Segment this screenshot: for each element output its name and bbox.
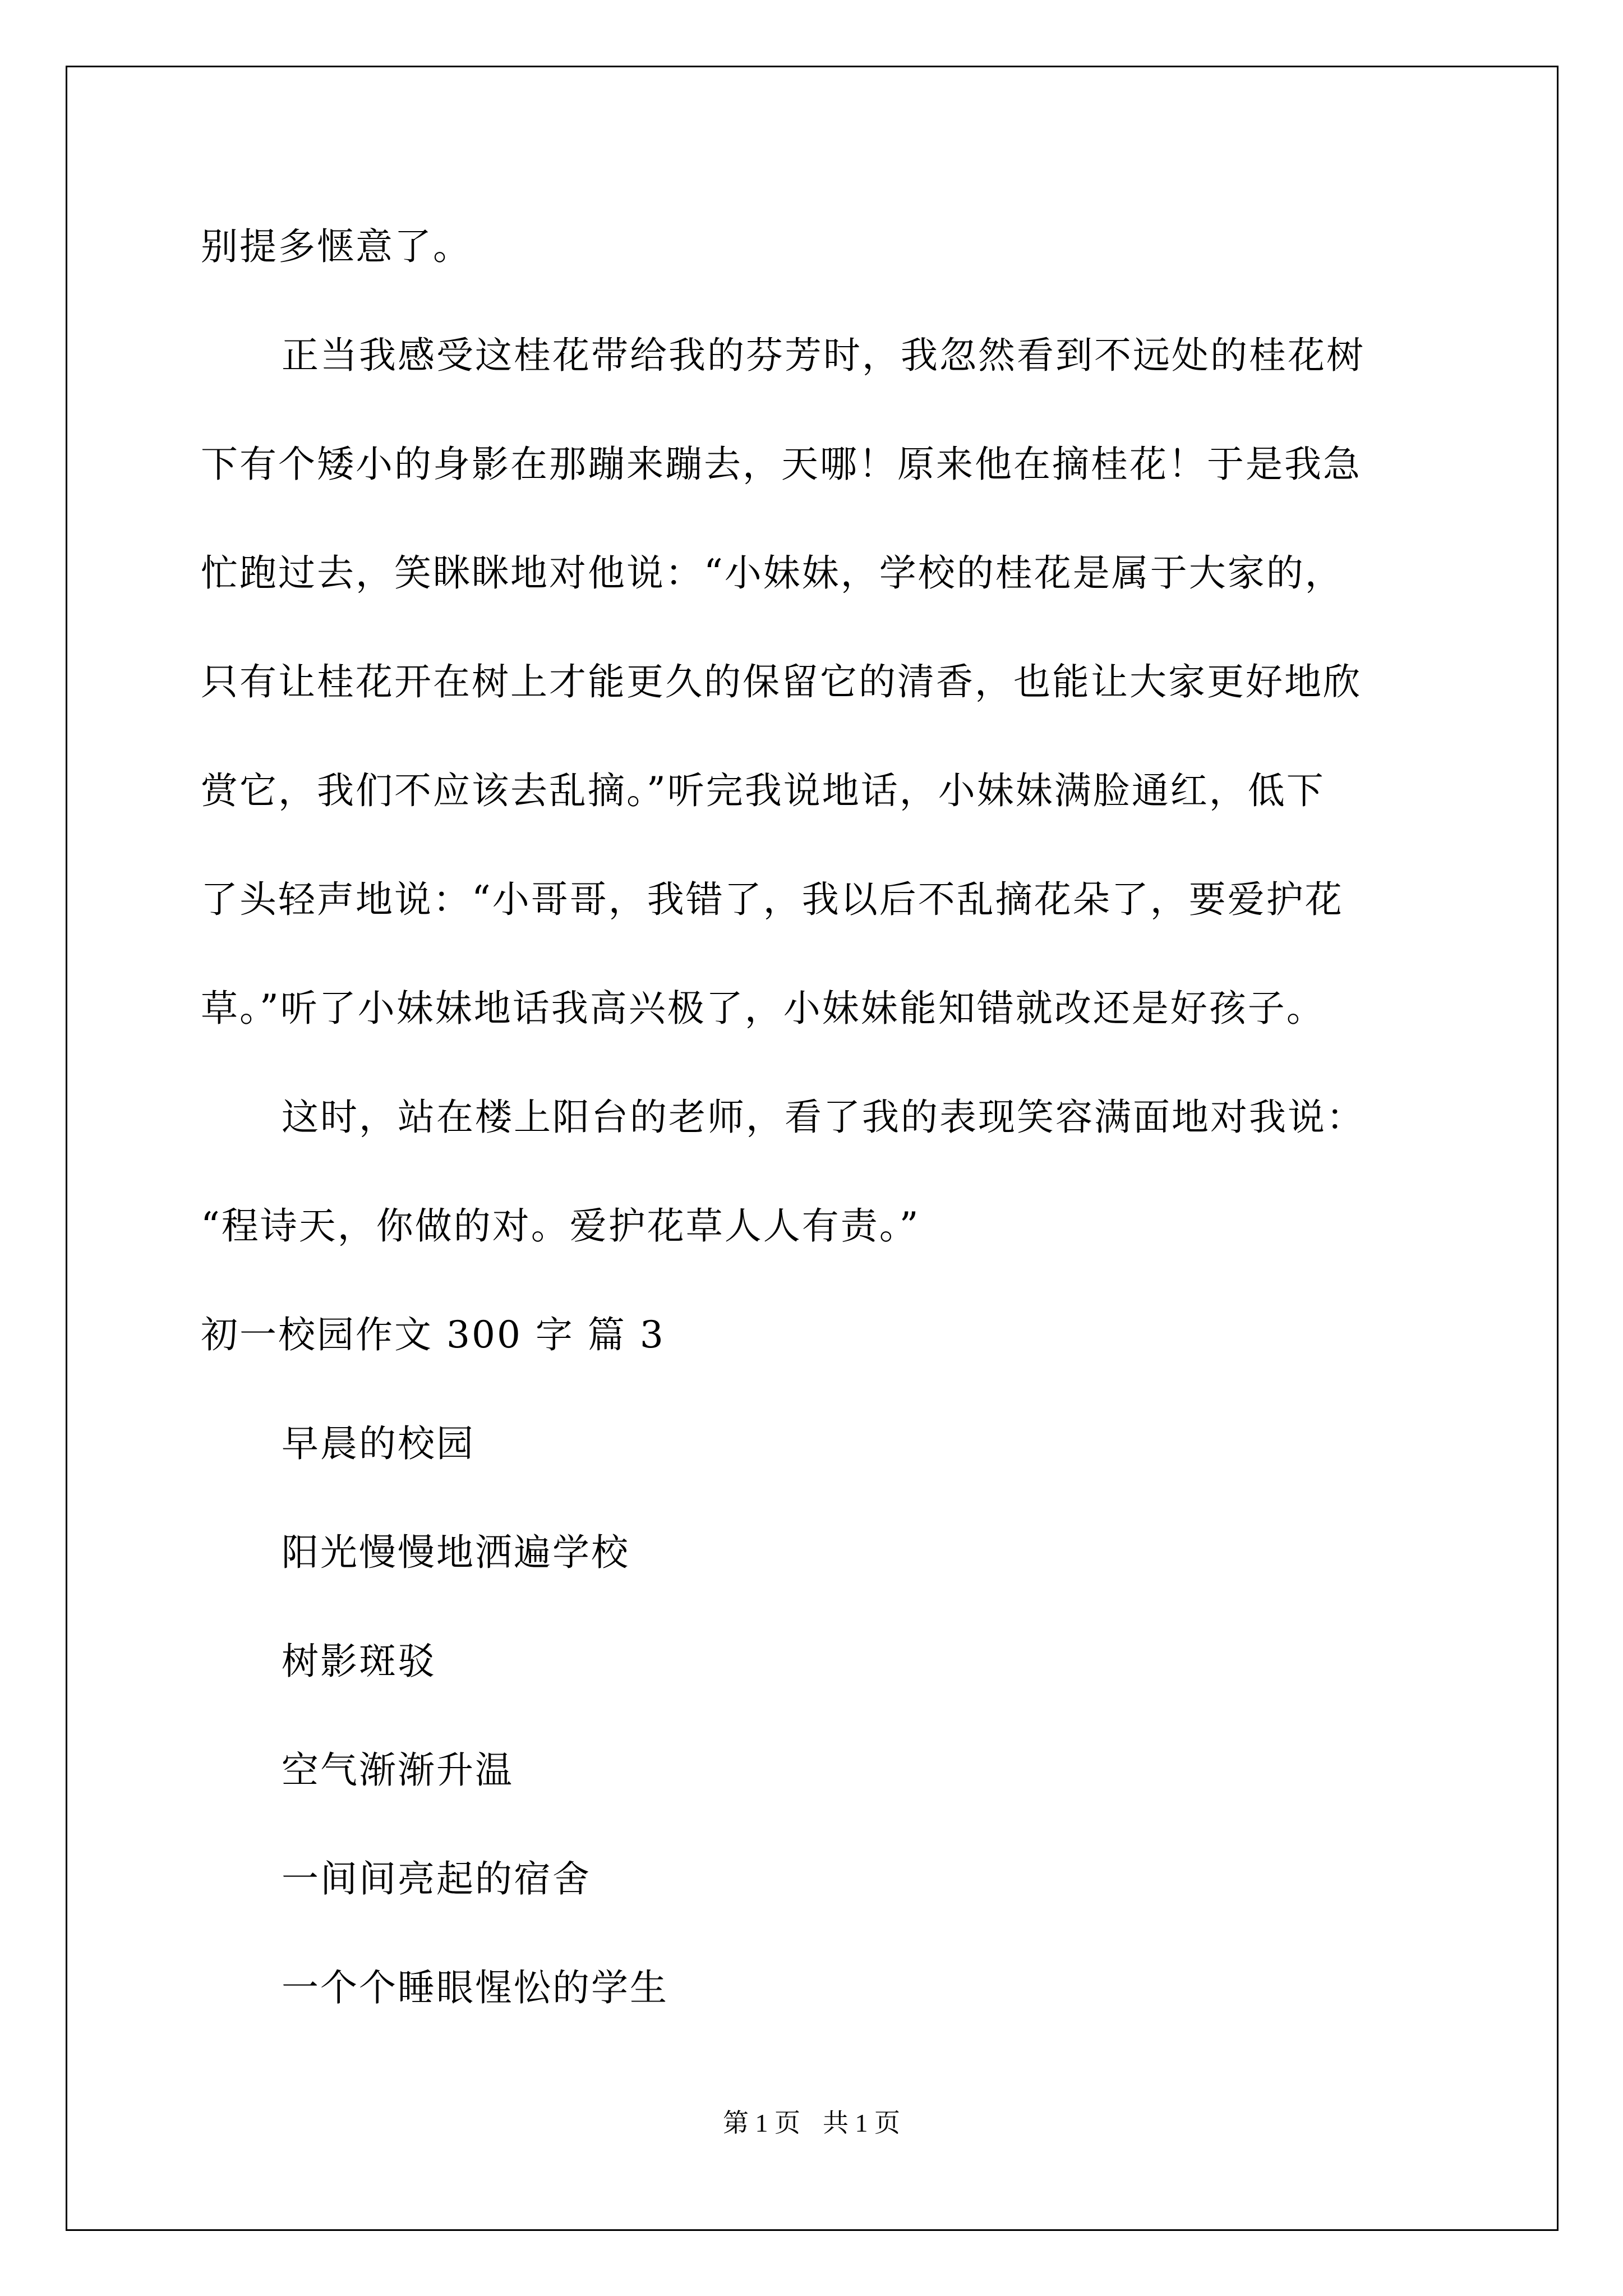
paragraph-line: “程诗天，你做的对。爱护花草人人有责。”: [201, 1204, 920, 1248]
poem-line: 一个个睡眼惺忪的学生: [282, 1966, 668, 2009]
paragraph-line: 了头轻声地说：“小哥哥，我错了，我以后不乱摘花朵了，要爱护花: [201, 878, 1344, 921]
page-border: [66, 66, 1559, 2231]
page-total: 共 1 页: [823, 2109, 900, 2137]
paragraph-line: 只有让桂花开在树上才能更久的保留它的清香，也能让大家更好地欣: [201, 660, 1362, 703]
paragraph-line: 正当我感受这桂花带给我的芬芳时，我忽然看到不远处的桂花树: [282, 334, 1365, 377]
poem-line: 阳光慢慢地洒遍学校: [282, 1531, 630, 1574]
paragraph-line: 忙跑过去，笑眯眯地对他说：“小妹妹，学校的桂花是属于大家的，: [201, 551, 1344, 595]
paragraph-line: 别提多惬意了。: [201, 225, 472, 268]
poem-line: 早晨的校园: [282, 1422, 475, 1465]
paragraph-line: 下有个矮小的身影在那蹦来蹦去，天哪！原来他在摘桂花！于是我急: [201, 443, 1362, 486]
paragraph-line: 这时，站在楼上阳台的老师，看了我的表现笑容满面地对我说：: [282, 1096, 1365, 1139]
poem-line: 一间间亮起的宿舍: [282, 1857, 591, 1901]
paragraph-line: 草。”听了小妹妹地话我高兴极了，小妹妹能知错就改还是好孩子。: [201, 987, 1325, 1030]
section-heading: 初一校园作文 300 字 篇 3: [201, 1313, 665, 1356]
page-number: 第 1 页: [723, 2109, 800, 2137]
poem-line: 树影斑驳: [282, 1640, 436, 1683]
page-footer: [0, 2106, 1623, 2140]
poem-line: 空气渐渐升温: [282, 1749, 514, 1792]
paragraph-line: 赏它，我们不应该去乱摘。”听完我说地话，小妹妹满脸通红，低下: [201, 769, 1325, 812]
